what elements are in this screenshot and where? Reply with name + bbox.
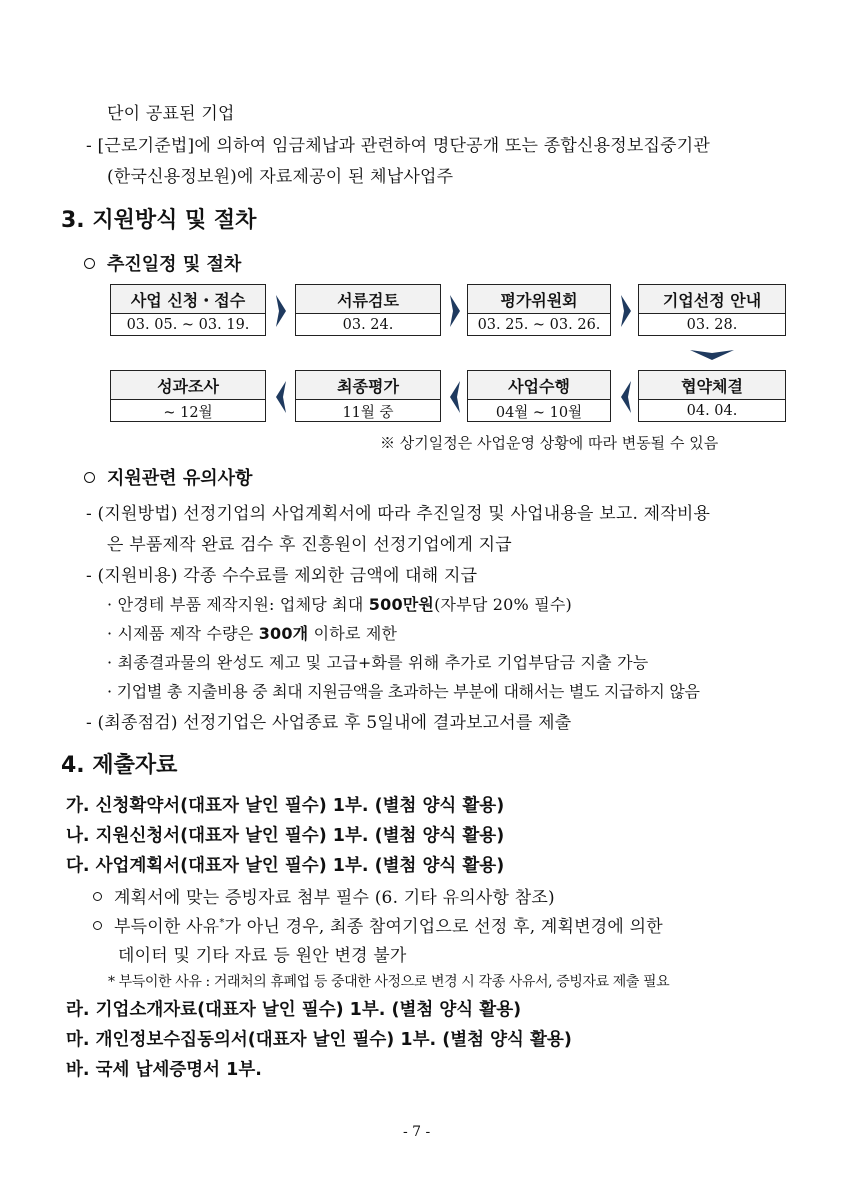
arrow-left-icon xyxy=(619,379,633,415)
notice-cost-item: · 최종결과물의 완성도 제고 및 고급+화를 위해 추가로 기업부담금 지출 가능 xyxy=(107,653,649,672)
flow-step-review: 서류검토 03. 24. xyxy=(295,284,441,336)
notice-method-cont: 은 부품제작 완료 검수 후 진흥원이 선정기업에게 지급 xyxy=(107,535,512,555)
submit-subitem-cont: 데이터 및 기타 자료 등 원안 변경 불가 xyxy=(118,946,407,966)
flow-step-execution: 사업수행 04월 ~ 10월 xyxy=(467,370,611,422)
footnote: * 부득이한 사유 : 거래처의 휴폐업 등 중대한 사정으로 변경 시 각종 사유서, 증빙자료 제출 필요 xyxy=(108,974,670,990)
page-number: - 7 - xyxy=(403,1124,431,1140)
submit-subitem: 부득이한 사유*가 아닌 경우, 최종 참여기업으로 선정 후, 계획변경에 의한 xyxy=(93,912,663,937)
circle-bullet-icon xyxy=(93,921,102,930)
arrow-left-icon xyxy=(274,379,288,415)
arrow-left-icon xyxy=(448,379,462,415)
submit-item: 나. 지원신청서(대표자 날인 필수) 1부. (별첨 양식 활용) xyxy=(66,826,505,846)
circle-bullet-icon xyxy=(84,472,95,483)
notice-final-check: - (최종점검) 선정기업은 사업종료 후 5일내에 결과보고서를 제출 xyxy=(86,713,572,733)
submit-item: 라. 기업소개자료(대표자 날인 필수) 1부. (별첨 양식 활용) xyxy=(66,1000,522,1020)
submit-item: 바. 국세 납세증명서 1부. xyxy=(66,1060,262,1080)
schedule-note: ※ 상기일정은 사업운영 상황에 따라 변동될 수 있음 xyxy=(380,434,719,452)
flow-step-selection: 기업선정 안내 03. 28. xyxy=(638,284,786,336)
notice-cost-item: · 시제품 제작 수량은 300개 이하로 제한 xyxy=(107,624,398,643)
intro-bullet: - [근로기준법]에 의하여 임금체납과 관련하여 명단공개 또는 종합신용정보집중기관 xyxy=(86,136,710,156)
intro-bullet-cont: (한국신용정보원)에 자료제공이 된 체납사업주 xyxy=(107,167,454,187)
flow-step-outcome: 성과조사 ~ 12월 xyxy=(110,370,266,422)
schedule-heading: 추진일정 및 절차 xyxy=(84,250,241,276)
notice-cost: - (지원비용) 각종 수수료를 제외한 금액에 대해 지급 xyxy=(86,566,478,586)
circle-bullet-icon xyxy=(93,892,102,901)
notice-cost-item: · 기업별 총 지출비용 중 최대 지원금액을 초과하는 부분에 대해서는 별도 지급하지 않음 xyxy=(107,682,700,701)
notice-heading: 지원관련 유의사항 xyxy=(84,464,252,490)
circle-bullet-icon xyxy=(84,258,95,269)
section-3-title: 3. 지원방식 및 절차 xyxy=(61,208,257,233)
notice-cost-item: · 안경테 부품 제작지원: 업체당 최대 500만원(자부담 20% 필수) xyxy=(107,595,572,614)
submit-item: 다. 사업계획서(대표자 날인 필수) 1부. (별첨 양식 활용) xyxy=(66,856,505,876)
flow-step-final-eval: 최종평가 11월 중 xyxy=(295,370,441,422)
flow-step-committee: 평가위원회 03. 25. ~ 03. 26. xyxy=(467,284,611,336)
notice-method: - (지원방법) 선정기업의 사업계획서에 따라 추진일정 및 사업내용을 보고. 제작비용 xyxy=(86,504,711,524)
submit-item: 마. 개인정보수집동의서(대표자 날인 필수) 1부. (별첨 양식 활용) xyxy=(66,1030,572,1050)
arrow-right-icon xyxy=(448,293,462,329)
flow-step-apply: 사업 신청・접수 03. 05. ~ 03. 19. xyxy=(110,284,266,336)
section-4-title: 4. 제출자료 xyxy=(61,753,178,778)
flow-step-agreement: 협약체결 04. 04. xyxy=(638,370,786,422)
arrow-down-icon xyxy=(688,348,736,362)
submit-item: 가. 신청확약서(대표자 날인 필수) 1부. (별첨 양식 활용) xyxy=(66,796,505,816)
submit-subitem: 계획서에 맞는 증빙자료 첨부 필수 (6. 기타 유의사항 참조) xyxy=(93,883,555,908)
arrow-right-icon xyxy=(619,293,633,329)
intro-line: 단이 공표된 기업 xyxy=(107,104,235,124)
arrow-right-icon xyxy=(274,293,288,329)
